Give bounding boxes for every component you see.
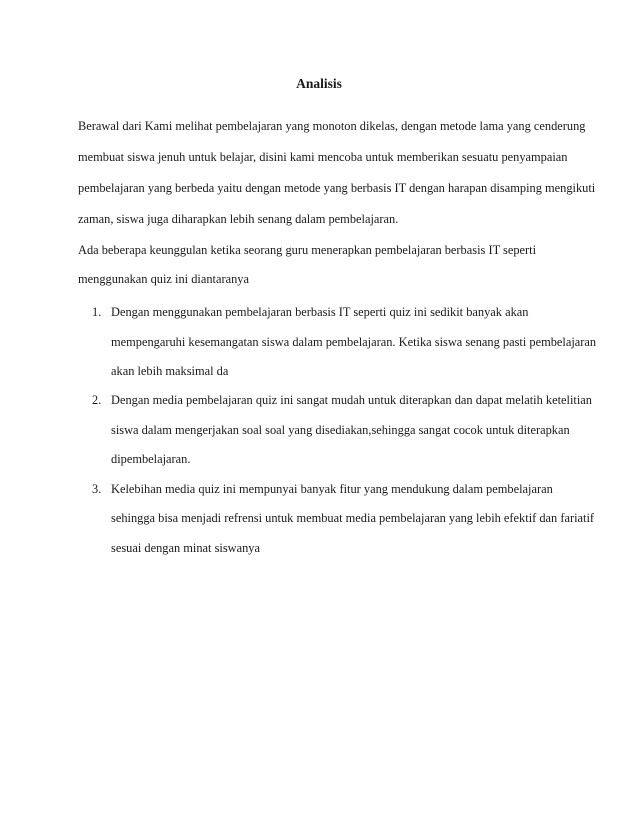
list-item-line: Dengan menggunakan pembelajaran berbasis IT seperti quiz ini sedikit banyak akan xyxy=(111,305,529,319)
list-item-number: 3. xyxy=(92,482,102,496)
list-item-line: akan lebih maksimal da xyxy=(111,364,229,378)
paragraph-1-line: pembelajaran yang berbeda yaitu dengan metode yang berbasis IT dengan harapan disamping mengikuti xyxy=(78,181,596,195)
list-item-line: sesuai dengan minat siswanya xyxy=(111,541,260,555)
list-item-line: sehingga bisa menjadi refrensi untuk membuat media pembelajaran yang lebih efektif dan fariatif xyxy=(111,511,595,525)
paragraph-1-line: zaman, siswa juga diharapkan lebih senang dalam pembelajaran. xyxy=(78,212,399,226)
list-item-line: mempengaruhi kesemangatan siswa dalam pembelajaran. Ketika siswa senang pasti pembelajaran xyxy=(111,335,597,349)
list-item-number: 1. xyxy=(92,305,102,319)
list-item-line: Dengan media pembelajaran quiz ini sangat mudah untuk diterapkan dan dapat melatih ketelitian xyxy=(111,393,593,407)
page-title: Analisis xyxy=(296,76,342,91)
list-item-line: siswa dalam mengerjakan soal soal yang disediakan,sehingga sangat cocok untuk diterapkan xyxy=(111,423,570,437)
list-item-line: dipembelajaran. xyxy=(111,452,191,466)
paragraph-2-line: menggunakan quiz ini diantaranya xyxy=(78,272,250,286)
list-item-line: Kelebihan media quiz ini mempunyai banyak fitur yang mendukung dalam pembelajaran xyxy=(111,482,553,496)
list-item-number: 2. xyxy=(92,393,102,407)
paragraph-2-line: Ada beberapa keunggulan ketika seorang guru menerapkan pembelajaran berbasis IT seperti xyxy=(78,243,537,257)
paragraph-1-line: Berawal dari Kami melihat pembelajaran yang monoton dikelas, dengan metode lama yang cenderung xyxy=(78,119,586,133)
paragraph-1-line: membuat siswa jenuh untuk belajar, disini kami mencoba untuk memberikan sesuatu penyampaian xyxy=(78,150,568,164)
